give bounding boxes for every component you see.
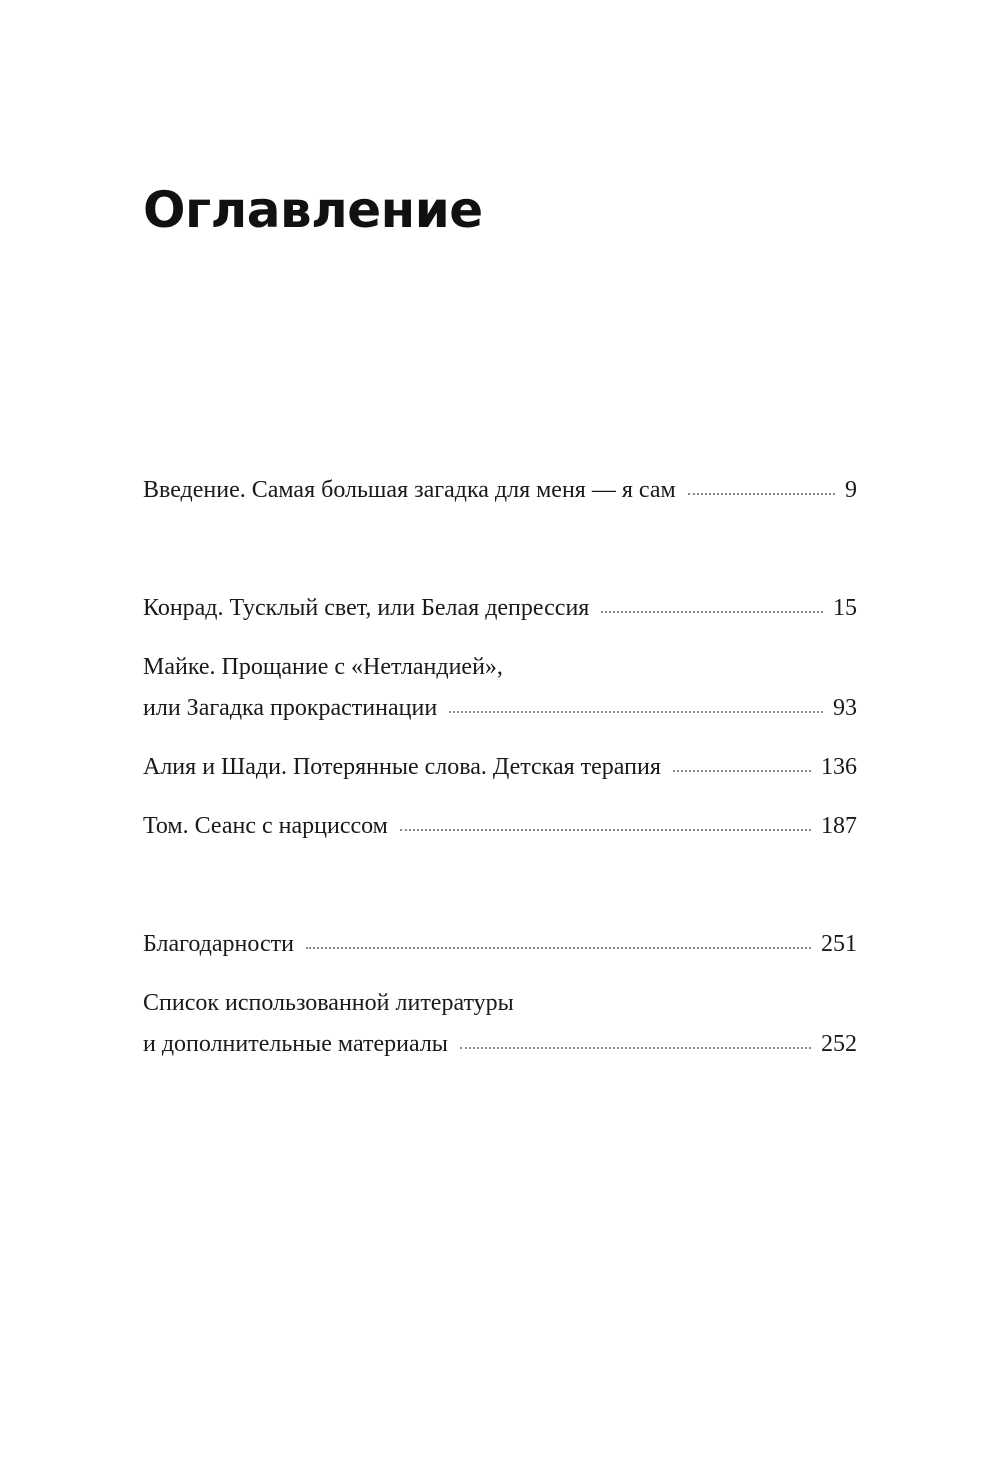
- toc-entry-title: Майке. Прощание с «Нетландией»,: [143, 654, 503, 680]
- toc-group-cases: [143, 588, 857, 847]
- toc-line: [143, 688, 857, 729]
- toc-line: [143, 647, 857, 688]
- toc-entry-title: Алия и Шади. Потерянные слова. Детская терапия: [143, 754, 661, 780]
- toc-page-number: 251: [821, 931, 857, 957]
- toc-entry-title: Введение. Самая большая загадка для меня — я сам: [143, 477, 676, 503]
- toc-entry-maike[interactable]: [143, 647, 857, 729]
- toc-line: [143, 588, 857, 629]
- toc-group-intro: [143, 470, 857, 511]
- toc-entry-title-continued: и дополнительные материалы: [143, 1031, 448, 1057]
- toc-line: [143, 924, 857, 965]
- toc-line: [143, 470, 857, 511]
- page-title: Оглавление: [143, 181, 483, 239]
- toc-page-number: 93: [833, 695, 857, 721]
- toc-page-number: 15: [833, 595, 857, 621]
- toc-entry-title-continued: или Загадка прокрастинации: [143, 695, 438, 721]
- toc-entry-introduction[interactable]: [143, 470, 857, 511]
- toc-entry-title: Благодарности: [143, 931, 294, 957]
- toc-line: [143, 1024, 857, 1065]
- toc-line: [143, 983, 857, 1024]
- toc-entry-title: Конрад. Тусклый свет, или Белая депрессия: [143, 595, 590, 621]
- toc-entry-konrad[interactable]: [143, 588, 857, 629]
- table-of-contents: [143, 470, 857, 1065]
- toc-group-back-matter: [143, 924, 857, 1065]
- dot-leader: [673, 769, 811, 772]
- dot-leader: [460, 1046, 811, 1049]
- toc-line: [143, 806, 857, 847]
- toc-line: [143, 747, 857, 788]
- toc-entry-title: Список использованной литературы: [143, 990, 514, 1016]
- dot-leader: [449, 710, 823, 713]
- toc-page-number: 187: [821, 813, 857, 839]
- toc-entry-tom[interactable]: [143, 806, 857, 847]
- dot-leader: [400, 828, 811, 831]
- toc-entry-bibliography[interactable]: [143, 983, 857, 1065]
- toc-entry-acknowledgements[interactable]: [143, 924, 857, 965]
- toc-page-number: 252: [821, 1031, 857, 1057]
- dot-leader: [601, 610, 823, 613]
- toc-entry-title: Том. Сеанс с нарциссом: [143, 813, 388, 839]
- toc-entry-aliya-shadi[interactable]: [143, 747, 857, 788]
- toc-page-number: 136: [821, 754, 857, 780]
- dot-leader: [688, 492, 835, 495]
- dot-leader: [306, 946, 811, 949]
- toc-page-number: 9: [845, 477, 857, 503]
